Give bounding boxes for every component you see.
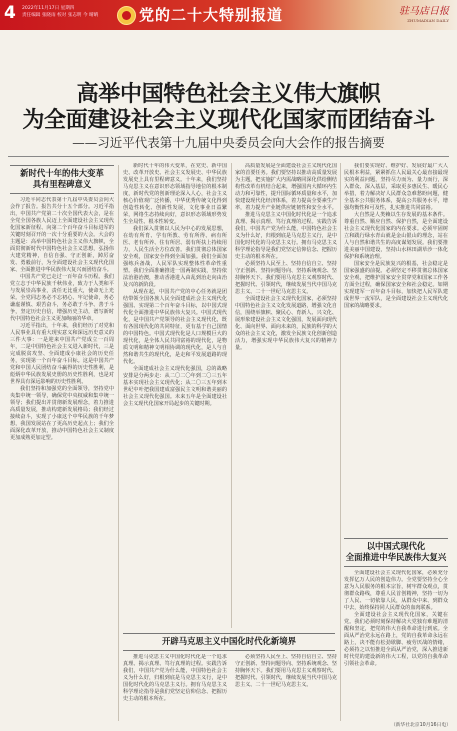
paragraph: 推进马克思主义中国化时代化是一个追求真理、揭示真理、笃行真理的过程。实践告诉我们，中国共产党为什么能，中国特色社会主义为什么好，归根到底是马克思主义行，是中国化时代化的马克思主义行。拥有马克思主义科学理论指导是我们党坚定信仰信念、把握历史主动的根本所在。 <box>123 654 227 702</box>
section-3-rule-top <box>123 633 335 634</box>
text-column-2-lower <box>123 654 227 721</box>
text-column-1 <box>10 197 114 721</box>
section-2-heading-line-2: 全面推进中华民族伟大复兴 <box>345 552 447 562</box>
paragraph: 高质量发展是全面建设社会主义现代化国家的首要任务。我们要坚持以推动高质量发展为主题，把实施扩大内需战略同深化供给侧结构性改革有机结合起来，增强国内大循环内生动力和可靠性，提升国际循环质量和水平，加快建设现代化经济体系，着力提高全要素生产率，着力提升产业链供应链韧性和安全水平。 <box>235 163 337 211</box>
section-2-heading <box>344 541 448 563</box>
text-column-4 <box>344 163 448 533</box>
section-2-rule-top <box>344 538 448 539</box>
masthead-subtitle: ZHUMADIAN DAILY <box>407 18 449 23</box>
editor-credits: 责任编辑 张晓雨 校对 张志明 今 晴晴 <box>22 12 99 18</box>
newspaper-masthead <box>399 6 449 23</box>
issue-meta <box>22 6 112 19</box>
text-column-2 <box>123 163 227 628</box>
text-column-4-lower <box>344 570 448 720</box>
section-2-rule-bottom <box>344 566 448 567</box>
paragraph: 中国共产党已走过一百年奋斗历程。我们党立志于中华民族千秋伟业，致力于人类和平与发展崇高事业，责任无比重大，使命无上光荣。全党同志务必不忘初心、牢记使命，务必谦虚谨慎、艰苦奋斗，务必敢于斗争、善于斗争，坚定历史自信，增强历史主动，谱写新时代中国特色社会主义更加绚丽的华章。 <box>10 274 114 322</box>
news-agency-credit: （新华社北京10月16日电） <box>390 723 451 728</box>
section-1-rule-bottom <box>10 193 114 194</box>
paragraph: 大自然是人类赖以生存发展的基本条件。尊重自然、顺应自然、保护自然，是全面建设社会主义现代化国家的内在要求。必须牢固树立和践行绿水青山就是金山银山的理念，站在人与自然和谐共生的高度谋划发展。我们要推进美丽中国建设，坚持山水林田湖草沙一体化保护和系统治理。 <box>344 212 448 260</box>
paragraph: 必须坚持人民至上、坚持自信自立、坚持守正创新、坚持问题导向、坚持系统观念、坚持胸怀天下。我们要用马克思主义观察时代、把握时代、引领时代，继续发展当代中国马克思主义、二十一世纪马克思主义。 <box>235 654 337 688</box>
headline-subtitle: ——习近平代表第十九届中央委员会向大会作的报告摘要 <box>72 135 385 150</box>
paragraph: 习近平同志代表第十九届中央委员会向大会作了报告。报告共分十五个部分。习近平指出，中国共产党第二十次全国代表大会，是在全党全国各族人民迈上全面建设社会主义现代化国家新征程、向第二个百年奋斗目标进军的关键时刻召开的一次十分重要的大会。大会的主题是：高举中国特色社会主义伟大旗帜，全面贯彻新时代中国特色社会主义思想，弘扬伟大建党精神，自信自强、守正创新，踔厉奋发、勇毅前行，为全面建设社会主义现代化国家、全面推进中华民族伟大复兴而团结奋斗。 <box>10 197 114 273</box>
section-3-heading: 开辟马克思主义中国化时代化新境界 <box>162 636 296 646</box>
section-1-heading <box>10 168 114 190</box>
party-emblem-icon <box>117 6 136 25</box>
section-2-heading-line-1: 以中国式现代化 <box>366 541 426 551</box>
text-column-3 <box>235 163 337 628</box>
paragraph: 我们深入贯彻以人民为中心的发展思想，在幼有所育、学有所教、劳有所得、病有所医、老有所养、住有所居、弱有所扶上持续用力，人民生活全方位改善。我们贯彻总体国家安全观，国家安全得到全面加强。我们全面加强练兵备战，人民军队实现整体性革命性重塑。我们全面准确推进一国两制实践，坚持依法治港治澳，推动香港进入由乱到治走向由治及兴的新阶段。 <box>123 226 227 288</box>
section-1-heading-line-1: 新时代十年的伟大变革 <box>20 168 104 178</box>
paragraph: 必须坚持人民至上、坚持自信自立、坚持守正创新、坚持问题导向、坚持系统观念、坚持胸怀天下。我们要用马克思主义观察时代、把握时代、引领时代，继续发展当代中国马克思主义、二十一世纪马克思主义。 <box>235 261 337 295</box>
headline-line-2: 为全面建设社会主义现代化国家而团结奋斗 <box>22 108 435 133</box>
main-headline <box>0 82 457 134</box>
column-divider <box>340 163 341 721</box>
section-3-rule-bottom <box>123 650 335 651</box>
paragraph: 从现在起，中国共产党的中心任务就是团结带领全国各族人民全面建成社会主义现代化强国、实现第二个百年奋斗目标，以中国式现代化全面推进中华民族伟大复兴。中国式现代化，是中国共产党领导的社会主义现代化，既有各国现代化的共同特征，更有基于自己国情的中国特色。中国式现代化是人口规模巨大的现代化，是全体人民共同富裕的现代化，是物质文明和精神文明相协调的现代化，是人与自然和谐共生的现代化，是走和平发展道路的现代化。 <box>123 289 227 365</box>
paragraph: 我们坚持和加强党的全面领导，坚持党中央集中统一领导，确保党中央权威和集中统一领导；我们提出并贯彻新发展理念，着力推进高质量发展，推动构建新发展格局；我们经过接续奋斗，实现了小康这个中华民族的千年梦想，我国发展站在了更高历史起点上；我们全面深化改革开放，推动中国特色社会主义制度更加成熟更加定型。 <box>10 386 114 441</box>
paragraph: 全面建成社会主义现代化强国，总的战略安排是分两步走：从二〇二〇年到二〇三五年基本实现社会主义现代化；从二〇三五年到本世纪中叶把我国建成富强民主文明和谐美丽的社会主义现代化强国。未来五年是全面建设社会主义现代化国家开局起步的关键时期。 <box>123 366 227 407</box>
section-title: 党的二十大特别报道 <box>139 6 284 24</box>
section-header-band <box>0 0 457 30</box>
text-column-3-lower <box>235 654 337 721</box>
paragraph: 国家安全是民族复兴的根基，社会稳定是国家强盛的前提。必须坚定不移贯彻总体国家安全观，把维护国家安全贯穿党和国家工作各方面全过程，确保国家安全和社会稳定。如期实现建军一百年奋斗目标，加快把人民军队建成世界一流军队，是全面建设社会主义现代化国家的战略要求。 <box>344 261 448 309</box>
page-number: 4 <box>4 3 16 23</box>
headline-line-1: 高举中国特色社会主义伟大旗帜 <box>76 82 381 107</box>
issue-date: 2022年11月17日 星期四 <box>22 6 75 11</box>
paragraph: 我们要实现好、维护好、发展好最广大人民根本利益，紧紧抓住人民最关心最直接最现实的利益问题，坚持尽力而为、量力而行，深入群众、深入基层，采取更多惠民生、暖民心举措，着力解决好人民群众急难愁盼问题，健全基本公共服务体系，提高公共服务水平，增强均衡性和可及性，扎实推进共同富裕。 <box>344 163 448 211</box>
paragraph: 全面建设社会主义现代化国家，关键在党。我们必须时刻保持解决大党独有难题的清醒和坚定，把党的伟大自我革命进行到底。全面从严治党永远在路上，党的自我革命永远在路上，决不能有松劲歇脚、疲劳厌战的情绪，必须持之以恒推进全面从严治党，深入推进新时代党的建设新的伟大工程，以党的自我革命引领社会革命。 <box>344 612 448 667</box>
column-divider <box>118 165 119 721</box>
masthead-name: 驻马店日报 <box>399 6 449 17</box>
section-1-heading-line-2: 具有里程碑意义 <box>32 179 92 189</box>
paragraph: 全面建设社会主义现代化国家，必须充分发挥亿万人民的创造伟力。全党要坚持全心全意为人民服务的根本宗旨，树牢群众观点，贯彻群众路线，尊重人民首创精神，坚持一切为了人民、一切依靠人民，从群众中来、到群众中去，始终保持同人民群众的血肉联系。 <box>344 570 448 611</box>
paragraph: 推进马克思主义中国化时代化是一个追求真理、揭示真理、笃行真理的过程。实践告诉我们，中国共产党为什么能，中国特色社会主义为什么好，归根到底是马克思主义行，是中国化时代化的马克思主义行。拥有马克思主义科学理论指导是我们党坚定信仰信念、把握历史主动的根本所在。 <box>235 212 337 260</box>
section-1-rule-top <box>10 165 114 166</box>
column-divider <box>231 163 232 628</box>
paragraph: 全面建设社会主义现代化国家，必须坚持中国特色社会主义文化发展道路，增强文化自信，围绕举旗帜、聚民心、育新人、兴文化、展形象建设社会主义文化强国，发展面向现代化、面向世界、面向未来的，民族的科学的大众的社会主义文化，激发全民族文化创新创造活力，增强实现中华民族伟大复兴的精神力量。 <box>235 296 337 351</box>
paragraph: 习近平指出，十年来，我们经历了对党和人民事业具有重大现实意义和深远历史意义的三件大事：一是迎来中国共产党成立一百周年，二是中国特色社会主义进入新时代，三是完成脱贫攻坚、全面建成小康社会的历史任务，实现第一个百年奋斗目标。这是中国共产党和中国人民团结奋斗赢得的历史性胜利，是彪炳中华民族发展史册的历史性胜利，也是对世界具有深远影响的历史性胜利。 <box>10 323 114 385</box>
paragraph: 新时代十年的伟大变革，在党史、新中国史、改革开放史、社会主义发展史、中华民族发展史上具有里程碑意义。十年来，我们坚持马克思主义在意识形态领域指导地位的根本制度，新时代党的创新理论深入人心，社会主义核心价值观广泛传播，中华优秀传统文化得到创造性转化、创新性发展，文化事业日益繁荣，网络生态持续向好，意识形态领域形势发生全局性、根本性转变。 <box>123 163 227 225</box>
headline-divider <box>8 156 449 157</box>
